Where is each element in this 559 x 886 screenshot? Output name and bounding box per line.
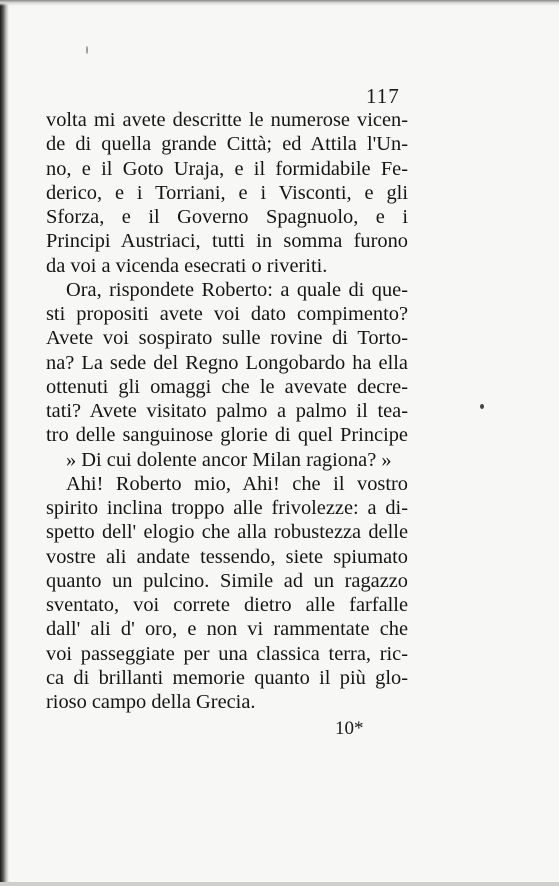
text-line: sti propositi avete voi dato compimento?	[46, 303, 408, 325]
text-line: Principi Austriaci, tutti in somma furono	[46, 230, 408, 253]
text-line: tro delle sanguinose glorie di quel Principe	[46, 424, 408, 447]
page-number: 117	[366, 84, 400, 108]
text-line: no, e il Goto Uraja, e il formidabile Fe-	[46, 157, 408, 180]
text-line: spirito inclina troppo alle frivolezze: a di-	[46, 497, 408, 519]
text-line: Avete voi sospirato sulle rovine di Torto-	[46, 327, 408, 350]
text-line: tati? Avete visitato palmo a palmo il tea-	[46, 400, 408, 422]
quoted-verse: » Di cui dolente ancor Milan ragiona? »	[66, 448, 392, 471]
text-line: quanto un pulcino. Simile ad un ragazzo	[46, 569, 408, 592]
text-line: rioso campo della Grecia.	[46, 691, 256, 713]
text-line: vostre ali andate tessendo, siete spiumato	[46, 545, 408, 568]
text-line: ca di brillanti memorie quanto il più glo-	[46, 666, 408, 689]
text-line: ottenuti gli omaggi che le avevate decre-	[46, 375, 408, 398]
page-bottom-edge	[0, 882, 559, 886]
text-line: derico, e i Torriani, e i Visconti, e gli	[46, 181, 408, 204]
text-line: dall' ali d' oro, e non vi rammentate che	[46, 618, 408, 641]
paper-speck	[86, 46, 88, 54]
text-line: na? La sede del Regno Longobardo ha ella	[46, 351, 408, 374]
printer-signature-mark: 10*	[335, 718, 364, 739]
text-line: voi passeggiate per una classica terra, ric-	[46, 642, 408, 665]
text-line: da voi a vicenda esecrati o riveriti.	[46, 254, 328, 277]
text-line: volta mi avete descritte le numerose vicen-	[46, 109, 408, 131]
text-line: Ora, rispondete Roberto: a quale di que-	[66, 278, 408, 301]
text-line: Ahi! Roberto mio, Ahi! che il vostro	[66, 472, 408, 495]
text-line: de di quella grande Città; ed Attila l'Un-	[46, 133, 408, 156]
page-top-edge	[0, 0, 559, 6]
text-line: Sforza, e il Governo Spagnuolo, e i	[46, 206, 408, 228]
page-binding-edge	[0, 0, 9, 886]
paper-speck	[480, 404, 484, 409]
text-line: sventato, voi correte dietro alle farfalle	[46, 594, 408, 616]
text-line: spetto dell' elogio che alla robustezza delle	[46, 521, 408, 544]
body-text	[46, 108, 408, 714]
